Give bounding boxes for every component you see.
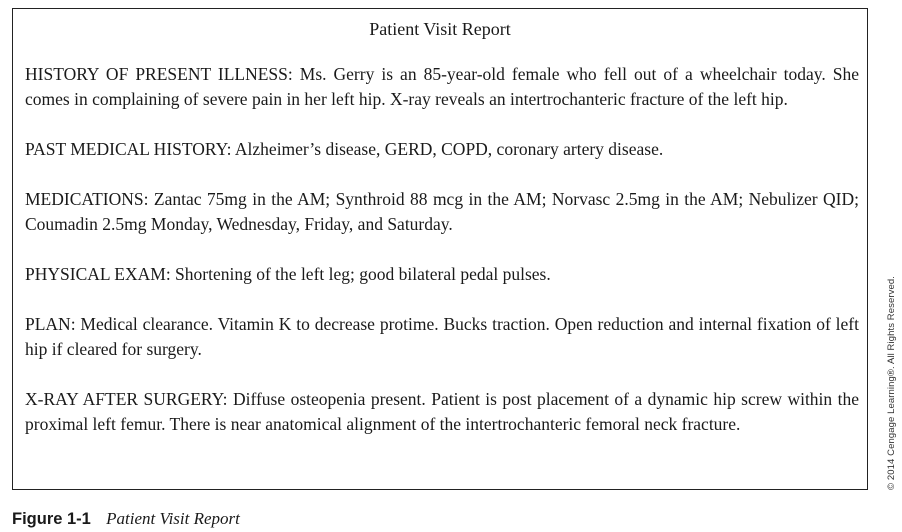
section-xray-after-surgery: X-RAY AFTER SURGERY: Diffuse osteopenia present. Patient is post placement of a dynamic hip screw within the proximal left femur. There is near anatomical alignment of the intertrochanteric femoral neck fracture. [25, 389, 859, 434]
figure-caption [12, 509, 240, 529]
report-body [25, 62, 859, 462]
section-medications: MEDICATIONS: Zantac 75mg in the AM; Synthroid 88 mcg in the AM; Norvasc 2.5mg in the AM; Nebulizer QID; Coumadin 2.5mg Monday, Wednesday, Friday, and Saturday. [25, 189, 859, 234]
section-history-of-present-illness: HISTORY OF PRESENT ILLNESS: Ms. Gerry is an 85-year-old female who fell out of a wheelchair today. She comes in complaining of severe pain in her left hip. X-ray reveals an intertrochanteric fracture of the left hip. [25, 64, 859, 109]
section-plan: PLAN: Medical clearance. Vitamin K to decrease protime. Bucks traction. Open reduction and internal fixation of left hip if cleared for surgery. [25, 314, 859, 359]
report-title: Patient Visit Report [369, 19, 511, 39]
section-past-medical-history: PAST MEDICAL HISTORY: Alzheimer’s disease, GERD, COPD, coronary artery disease. [25, 139, 664, 159]
figure-caption-text: Patient Visit Report [106, 509, 240, 528]
copyright-notice: © 2014 Cengage Learning®. All Rights Reserved. [886, 275, 897, 490]
patient-visit-report [12, 8, 868, 490]
figure-label: Figure 1-1 [12, 510, 91, 528]
section-physical-exam: PHYSICAL EXAM: Shortening of the left leg; good bilateral pedal pulses. [25, 264, 551, 284]
